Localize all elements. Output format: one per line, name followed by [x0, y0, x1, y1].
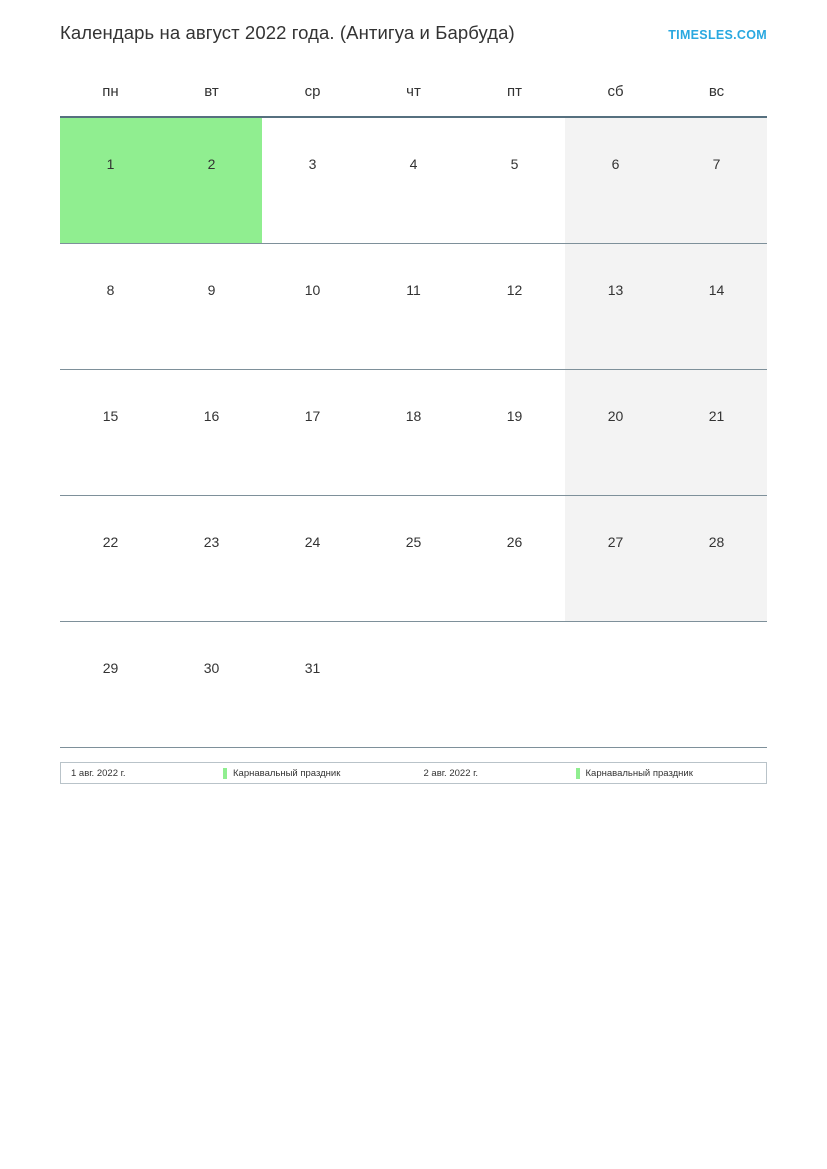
day-number: 12 [506, 282, 523, 298]
day-cell[interactable] [464, 370, 565, 496]
day-number: 28 [708, 534, 725, 550]
day-cell[interactable] [262, 622, 363, 748]
day-number [464, 622, 565, 660]
day-cell[interactable] [666, 117, 767, 244]
day-number: 5 [510, 156, 519, 172]
day-cell[interactable] [262, 244, 363, 370]
day-number: 7 [712, 156, 721, 172]
day-number: 21 [708, 408, 725, 424]
day-number: 24 [304, 534, 321, 550]
day-cell[interactable] [60, 244, 161, 370]
day-cell[interactable] [363, 496, 464, 622]
day-number: 18 [405, 408, 422, 424]
day-number [666, 622, 767, 660]
legend-date: 2 авг. 2022 г. [423, 767, 479, 779]
day-number: 25 [405, 534, 422, 550]
calendar-table [60, 82, 767, 748]
day-cell[interactable] [363, 244, 464, 370]
day-cell[interactable] [161, 370, 262, 496]
day-cell[interactable] [60, 622, 161, 748]
day-number: 17 [304, 408, 321, 424]
weekday-header-fri: пт [464, 82, 565, 117]
calendar-body [60, 117, 767, 748]
day-cell[interactable] [464, 117, 565, 244]
day-cell[interactable] [60, 370, 161, 496]
day-number: 14 [708, 282, 725, 298]
day-number: 23 [203, 534, 220, 550]
day-number: 20 [607, 408, 624, 424]
calendar-week-row [60, 117, 767, 244]
day-number: 15 [102, 408, 119, 424]
day-cell[interactable] [60, 496, 161, 622]
calendar-week-row [60, 496, 767, 622]
site-brand: TIMESLES.COM [668, 28, 767, 42]
day-cell[interactable] [262, 496, 363, 622]
day-number: 31 [304, 660, 321, 676]
calendar-week-row [60, 244, 767, 370]
calendar-container [0, 82, 827, 748]
day-cell[interactable] [161, 622, 262, 748]
day-number: 4 [409, 156, 418, 172]
legend-label: Карнавальный праздник [585, 767, 693, 779]
legend-date: 1 авг. 2022 г. [71, 767, 126, 779]
day-number: 2 [207, 156, 216, 172]
weekday-header-tue: вт [161, 82, 262, 117]
day-cell[interactable] [262, 370, 363, 496]
weekday-header-sun: вс [666, 82, 767, 117]
day-cell[interactable] [363, 370, 464, 496]
day-cell[interactable] [666, 370, 767, 496]
day-cell[interactable] [565, 117, 666, 244]
day-number: 6 [611, 156, 620, 172]
day-number: 30 [203, 660, 220, 676]
legend-entry [572, 763, 767, 783]
page-title: Календарь на август 2022 года. (Антигуа и Барбуда) [60, 22, 515, 43]
holiday-legend [60, 762, 767, 784]
legend-entry [219, 763, 414, 783]
day-number: 19 [506, 408, 523, 424]
day-number: 13 [607, 282, 624, 298]
day-cell[interactable] [666, 244, 767, 370]
page-header [0, 0, 827, 44]
day-cell[interactable] [262, 117, 363, 244]
legend-label: Карнавальный праздник [233, 767, 341, 779]
day-number: 3 [308, 156, 317, 172]
day-number: 1 [106, 156, 115, 172]
day-cell[interactable] [565, 496, 666, 622]
day-cell[interactable] [161, 117, 262, 244]
calendar-week-row [60, 622, 767, 748]
day-number: 27 [607, 534, 624, 550]
day-number: 8 [106, 282, 115, 298]
holiday-color-swatch-icon [576, 768, 580, 779]
weekday-header-mon: пн [60, 82, 161, 117]
day-number: 9 [207, 282, 216, 298]
day-cell[interactable] [666, 496, 767, 622]
day-cell[interactable] [565, 370, 666, 496]
day-cell[interactable] [464, 496, 565, 622]
day-cell[interactable] [363, 117, 464, 244]
calendar-week-row [60, 370, 767, 496]
day-number: 26 [506, 534, 523, 550]
weekday-header-thu: чт [363, 82, 464, 117]
day-cell[interactable] [60, 117, 161, 244]
day-number [363, 622, 464, 660]
day-cell-empty [666, 622, 767, 748]
day-number: 16 [203, 408, 220, 424]
day-number: 22 [102, 534, 119, 550]
day-cell-empty [363, 622, 464, 748]
day-cell-empty [464, 622, 565, 748]
day-cell[interactable] [565, 244, 666, 370]
day-cell[interactable] [161, 244, 262, 370]
holiday-color-swatch-icon [223, 768, 227, 779]
day-number: 11 [406, 282, 421, 298]
day-cell[interactable] [161, 496, 262, 622]
weekday-header-sat: сб [565, 82, 666, 117]
day-number [565, 622, 666, 660]
day-number: 29 [102, 660, 119, 676]
day-cell[interactable] [464, 244, 565, 370]
weekday-header-wed: ср [262, 82, 363, 117]
day-number: 10 [304, 282, 321, 298]
day-cell-empty [565, 622, 666, 748]
weekday-header-row [60, 82, 767, 117]
